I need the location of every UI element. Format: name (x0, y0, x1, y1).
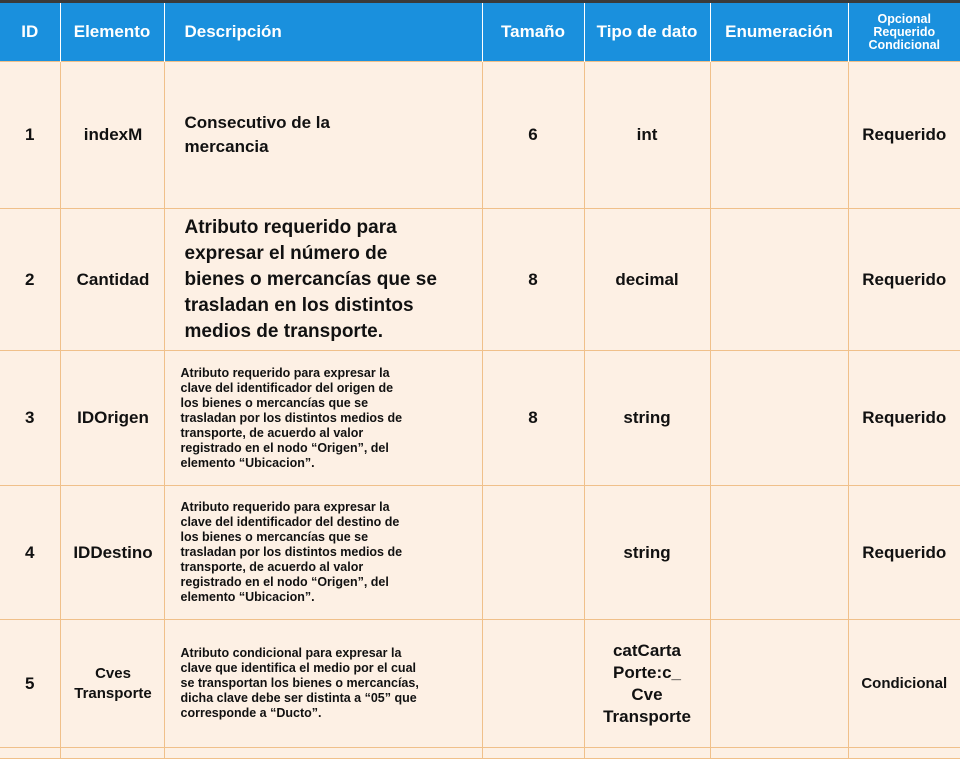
cell-elemento: Cves Transporte (60, 620, 164, 748)
cell-opcional: Requerido (848, 62, 960, 209)
cell-opcional: Requerido (848, 209, 960, 351)
cell-opcional: Condicional (848, 620, 960, 748)
cell-id: 5 (0, 620, 60, 748)
cell-tipo-de-dato: string (584, 486, 710, 620)
cell-tamano (482, 620, 584, 748)
cell-elemento: Cantidad (60, 209, 164, 351)
cell-tamano: 8 (482, 209, 584, 351)
cell-elemento: IDDestino (60, 486, 164, 620)
cell-enumeracion (710, 209, 848, 351)
header-id: ID (0, 3, 60, 62)
cell-id: 2 (0, 209, 60, 351)
cell-descripcion: Atributo requerido para expresar el número de bienes o mercancías que se trasladan en los distintos medios de transporte. (164, 209, 482, 351)
cell-enumeracion (710, 486, 848, 620)
cell-elemento: IDOrigen (60, 351, 164, 486)
cell-opcional: Requerido (848, 351, 960, 486)
cell-tipo-de-dato: decimal (584, 209, 710, 351)
cell-descripcion: Atributo condicional para expresar la clave que identifica el medio por el cual se transportan los bienes o mercancías, dicha clave debe ser distinta a “05” que corresponde a “Ducto”. (164, 620, 482, 748)
cell-id: 3 (0, 351, 60, 486)
cell-enumeracion (710, 351, 848, 486)
cell-tamano: 6 (482, 62, 584, 209)
cell-tipo-de-dato: int (584, 62, 710, 209)
attributes-table (0, 3, 960, 759)
table-row (0, 486, 960, 620)
header-elemento: Elemento (60, 3, 164, 62)
cell-opcional: Requerido (848, 486, 960, 620)
cell-descripcion: Atributo requerido para expresar la clave del identificador del destino de los bienes o mercancías que se trasladan por los distintos medios de transporte, de acuerdo al valor registrado en el nodo “Origen”, del elemento “Ubicacion”. (164, 486, 482, 620)
header-enumeracion: Enumeración (710, 3, 848, 62)
cell-descripcion: Atributo requerido para expresar la clave del identificador del origen de los bienes o mercancías que se trasladan por los distintos medios de transporte, de acuerdo al valor registrado en el nodo “Origen”, del elemento “Ubicacion”. (164, 351, 482, 486)
header-tipo-de-dato: Tipo de dato (584, 3, 710, 62)
cell-descripcion: Consecutivo de la mercancia (164, 62, 482, 209)
cell-elemento: indexM (60, 62, 164, 209)
header-tamano: Tamaño (482, 3, 584, 62)
cell-enumeracion (710, 62, 848, 209)
cell-tamano: 8 (482, 351, 584, 486)
table-row-partial (0, 748, 960, 759)
table-row (0, 209, 960, 351)
header-opcional-requerido-condicional: Opcional Requerido Condicional (848, 3, 960, 62)
cell-tamano (482, 486, 584, 620)
table-row (0, 62, 960, 209)
cell-tipo-de-dato: catCarta Porte:c_ Cve Transporte (584, 620, 710, 748)
cell-tipo-de-dato: string (584, 351, 710, 486)
header-row (0, 3, 960, 62)
table-row (0, 620, 960, 748)
cell-id: 1 (0, 62, 60, 209)
cell-enumeracion (710, 620, 848, 748)
cell-id: 4 (0, 486, 60, 620)
table-row (0, 351, 960, 486)
header-descripcion: Descripción (164, 3, 482, 62)
